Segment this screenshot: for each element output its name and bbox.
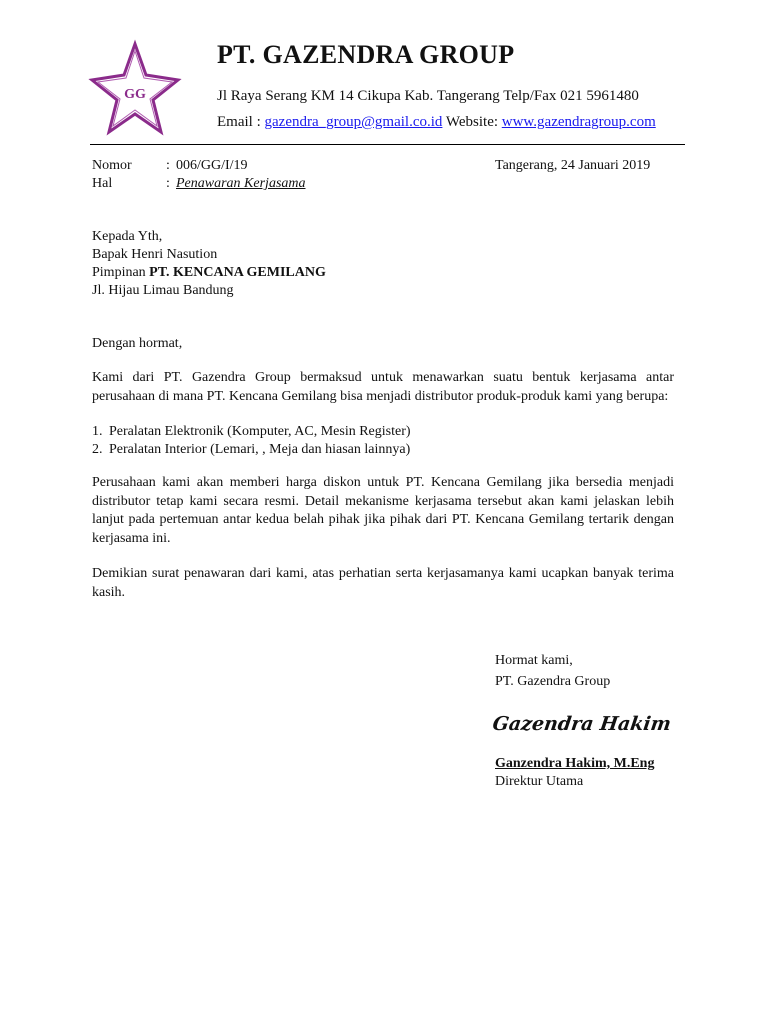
company-logo <box>90 42 180 134</box>
closing-company: PT. Gazendra Group <box>495 674 611 689</box>
intro-paragraph: Kami dari PT. Gazendra Group bermaksud untuk menawarkan suatu bentuk kerjasama antar perusahaan di mana PT. Kencana Gemilang bisa menjadi distributor produk-produk kami yang berupa: <box>92 370 674 404</box>
recipient-name: Bapak Henri Nasution <box>92 247 218 262</box>
email-link[interactable]: gazendra_group@gmail.co.id <box>264 114 443 130</box>
list-item-text: Peralatan Elektronik (Komputer, AC, Mesin Register) <box>109 424 411 439</box>
hal-colon: : <box>166 176 170 191</box>
signature-graphic <box>491 708 673 738</box>
recipient-company: PT. KENCANA GEMILANG <box>149 265 326 280</box>
list-item-number: 2. <box>92 442 103 457</box>
website-link[interactable]: www.gazendragroup.com <box>501 114 656 130</box>
svg-text:Gazendra Hakim: Gazendra Hakim <box>491 712 673 735</box>
recipient-address: Jl. Hijau Limau Bandung <box>92 283 234 298</box>
recipient-block <box>92 228 326 300</box>
website-label: Website: <box>442 114 502 130</box>
email-label: Email : <box>217 114 265 130</box>
list-item-text: Peralatan Interior (Lemari, , Meja dan hiasan lainnya) <box>109 442 411 457</box>
list-item <box>92 423 411 441</box>
company-address: Jl Raya Serang KM 14 Cikupa Kab. Tangerang Telp/Fax 021 5961480 <box>217 88 639 104</box>
closing-paragraph: Demikian surat penawaran dari kami, atas perhatian serta kerjasamanya kami ucapkan banyak terima kasih. <box>92 566 674 600</box>
offer-paragraph: Perusahaan kami akan memberi harga diskon untuk PT. Kencana Gemilang jika bersedia menjadi distributor tetap kami secara resmi. Detail mekanisme kerjasama tersebut akan kami jelaskan lebih lanjut pada pertemuan antar kedua belah pihak jika pihak dari PT. Kencana Gemilang tertarik dengan kerjasama ini. <box>92 475 674 547</box>
company-name: PT. GAZENDRA GROUP <box>217 40 515 69</box>
signer-title: Direktur Utama <box>495 774 584 789</box>
signer-name: Ganzendra Hakim, M.Eng <box>495 756 655 771</box>
letter-date: Tangerang, 24 Januari 2019 <box>495 158 651 173</box>
nomor-value: 006/GG/I/19 <box>176 158 248 173</box>
logo-text: GG <box>124 87 146 102</box>
list-item-number: 1. <box>92 424 103 439</box>
nomor-colon: : <box>166 158 170 173</box>
closing-salutation: Hormat kami, <box>495 653 573 668</box>
hal-value: Penawaran Kerjasama <box>176 176 306 191</box>
recipient-position-prefix: Pimpinan <box>92 265 150 280</box>
company-contact <box>217 114 656 131</box>
recipient-position <box>92 264 326 282</box>
header-divider <box>90 144 685 145</box>
greeting: Dengan hormat, <box>92 336 183 351</box>
list-item <box>92 441 411 459</box>
star-logo-icon <box>90 42 180 134</box>
nomor-label: Nomor <box>92 158 132 173</box>
closing-block <box>495 650 610 692</box>
product-list <box>92 423 411 459</box>
hal-label: Hal <box>92 176 113 191</box>
recipient-salutation: Kepada Yth, <box>92 229 163 244</box>
handwritten-signature <box>491 708 673 738</box>
